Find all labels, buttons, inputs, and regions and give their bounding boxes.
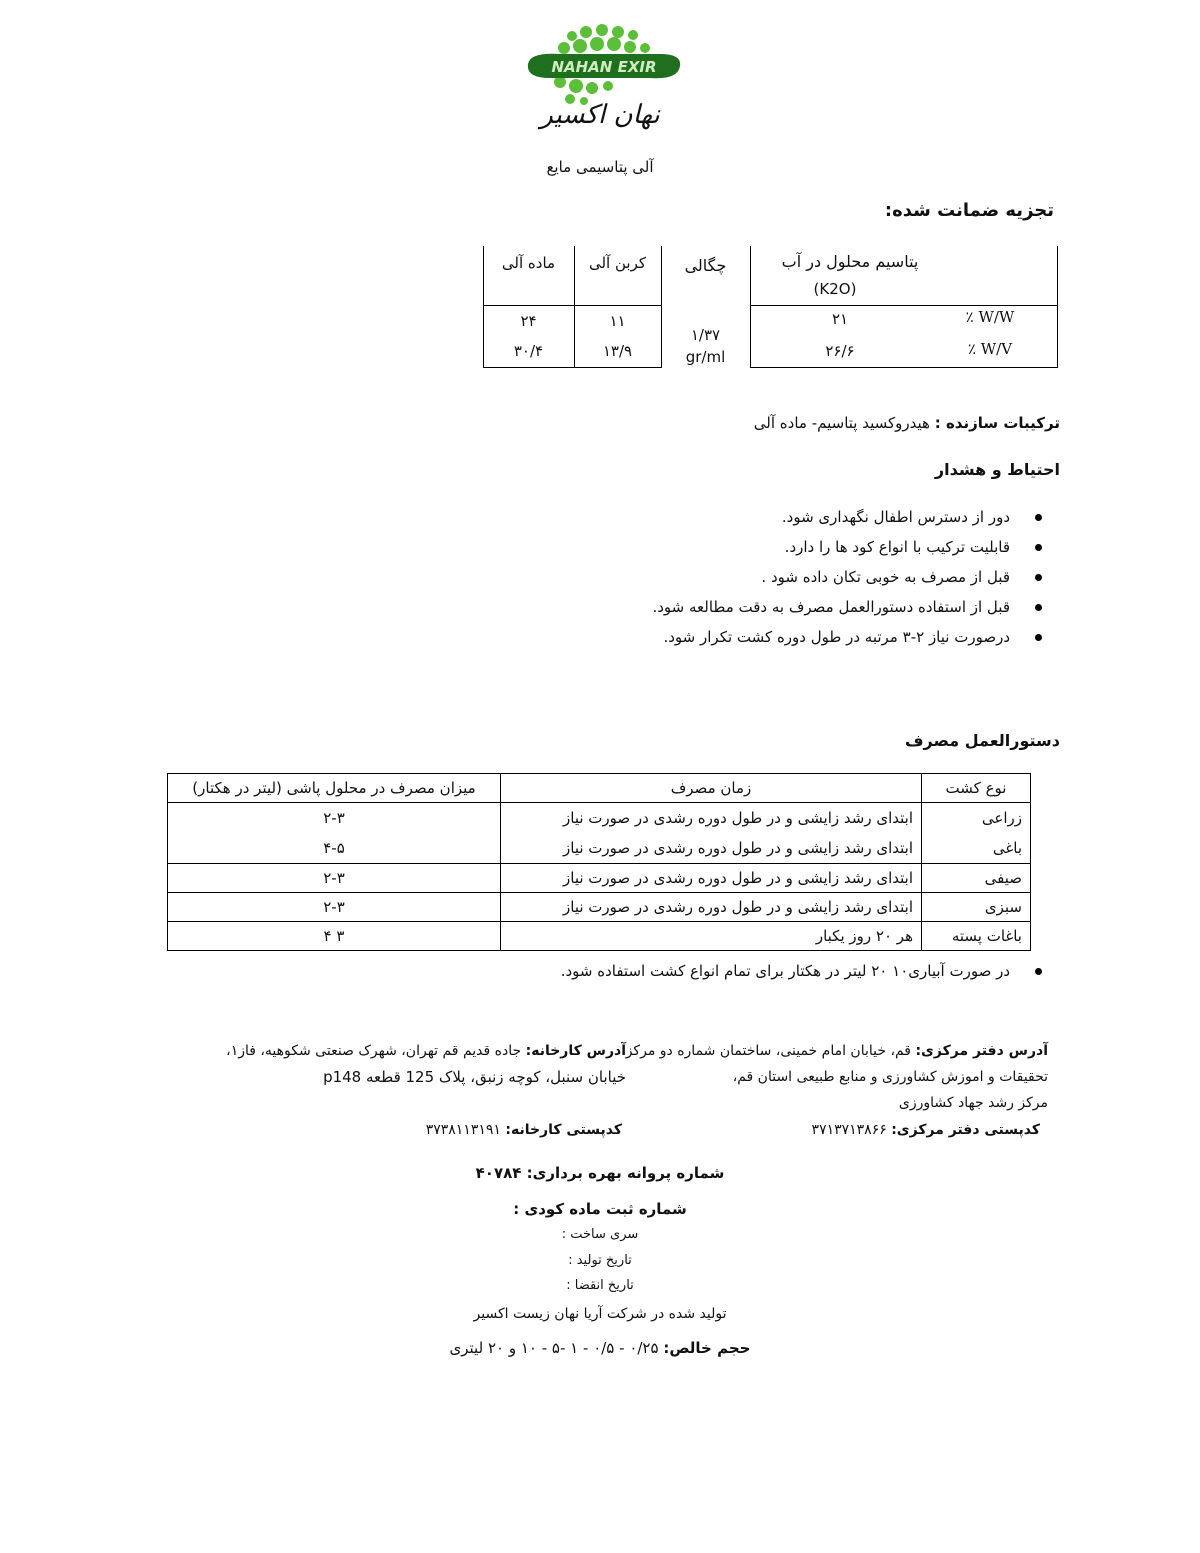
header-potassium: پتاسیم محلول در آب — [781, 252, 919, 271]
list-item: درصورت نیاز ۲-۳ مرتبه در طول دوره کشت تکرار شود. — [652, 622, 1010, 652]
irrigation-note — [561, 956, 1010, 986]
potassium-wv: ۲۶/۶ — [825, 342, 855, 360]
header-density: چگالی — [684, 256, 727, 275]
list-item: قابلیت ترکیب با انواع کود ها را دارد. — [652, 532, 1010, 562]
table-row: باغی ابتدای رشد زایشی و در طول دوره رشدی در صورت نیاز ۴-۵ — [168, 833, 1031, 864]
table-row: زراعی ابتدای رشد زایشی و در طول دوره رشدی در صورت نیاز ۲-۳ — [168, 803, 1031, 834]
usage-heading: دستورالعمل مصرف — [904, 731, 1060, 750]
composition-label: ترکیبات سازنده : — [934, 414, 1060, 432]
expiry-date: تاریخ انقضا : — [566, 1278, 634, 1293]
product-name: آلی پتاسیمی مایع — [546, 158, 654, 176]
hq-address-label: آدرس دفتر مرکزی: — [915, 1043, 1048, 1059]
bullet-icon — [1035, 514, 1042, 521]
hq-address: آدرس دفتر مرکزی: قم، خیابان امام خمینی، ساختمان شماره دو مرکز تحقیقات و اموزش کشاورزی و منابع طبیعی استان قم، مرکز رشد جهاد کشاورزی — [625, 1043, 1048, 1111]
factory-address-label: آدرس کارخانه: — [525, 1043, 626, 1059]
table-row: سبزی ابتدای رشد زایشی و در طول دوره رشدی در صورت نیاز ۲-۳ — [168, 893, 1031, 922]
bullet-icon — [1035, 634, 1042, 641]
header-organic-carbon: کربن آلی — [588, 254, 647, 272]
bullet-icon — [1035, 604, 1042, 611]
precautions-heading: احتیاط و هشدار — [934, 460, 1060, 479]
bullet-icon — [1035, 544, 1042, 551]
density-unit: gr/ml — [685, 348, 726, 366]
producer: تولید شده در شرکت آریا نهان زیست اکسیر — [473, 1306, 727, 1322]
registration-number: شماره ثبت ماده کودی : — [513, 1200, 687, 1218]
density-value: ۱/۳۷ — [690, 326, 721, 344]
list-item: در صورت آبیاری۱۰ ۲۰ لیتر در هکتار برای تمام انواع کشت استفاده شود. — [561, 956, 1010, 986]
table-row: باغات پسته هر ۲۰ روز یکبار ۳ ۴ — [168, 922, 1031, 951]
composition-value: هیدروکسید پتاسیم- ماده آلی — [753, 414, 930, 432]
list-item: قبل از مصرف به خوبی تکان داده شود . — [652, 562, 1010, 592]
hq-postal-code: کدپستی دفتر مرکزی: ۳۷۱۳۷۱۳۸۶۶ — [811, 1122, 1040, 1138]
usage-table — [167, 773, 1031, 951]
column-header-time: زمان مصرف — [501, 774, 922, 803]
net-volume: حجم خالص: ۰/۲۵ - ۰/۵ - ۱ -۵ - ۱۰ و ۲۰ لیتری — [449, 1339, 751, 1357]
license-number: شماره پروانه بهره برداری: ۴۰۷۸۴ — [475, 1164, 725, 1182]
logo-wordmark: NAHAN EXIR — [551, 58, 657, 76]
column-header-crop: نوع کشت — [922, 774, 1031, 803]
organic-matter-ww: ۲۴ — [520, 312, 537, 330]
header-potassium-formula: (K2O) — [813, 280, 857, 298]
organic-carbon-ww: ۱۱ — [609, 312, 626, 330]
bullet-icon — [1035, 968, 1042, 975]
header-organic-matter: ماده آلی — [501, 254, 556, 272]
table-row: صیفی ابتدای رشد زایشی و در طول دوره رشدی در صورت نیاز ۲-۳ — [168, 864, 1031, 893]
unit-wv: ٪ W/V — [967, 340, 1013, 358]
production-date: تاریخ تولید : — [568, 1253, 632, 1268]
batch-number: سری ساخت : — [561, 1227, 639, 1242]
composition — [754, 414, 1060, 432]
table-header-row — [168, 774, 1031, 803]
analysis-heading: تجزیه ضمانت شده: — [884, 200, 1054, 221]
list-item: دور از دسترس اطفال نگهداری شود. — [652, 502, 1010, 532]
precautions-list — [652, 502, 1010, 652]
unit-ww: ٪ W/W — [965, 308, 1015, 326]
factory-postal-code: کدپستی کارخانه: ۳۷۳۸۱۱۳۱۹۱ — [425, 1122, 622, 1138]
list-item: قبل از استفاده دستورالعمل مصرف به دقت مطالعه شود. — [652, 592, 1010, 622]
brand-name-fa: نهان اکسیر — [540, 100, 660, 130]
analysis-table — [483, 246, 1058, 368]
organic-carbon-wv: ۱۳/۹ — [602, 342, 633, 360]
bullet-icon — [1035, 574, 1042, 581]
potassium-ww: ۲۱ — [831, 310, 849, 328]
factory-address: آدرس کارخانه: جاده قدیم قم تهران، شهرک صنعتی شکوهیه، فاز۱، خیابان سنبل، کوچه زنبق، پلاک 125 قطعه p148 — [226, 1043, 626, 1086]
column-header-rate: میزان مصرف در محلول پاشی (لیتر در هکتار) — [168, 774, 501, 803]
organic-matter-wv: ۳۰/۴ — [513, 342, 544, 360]
